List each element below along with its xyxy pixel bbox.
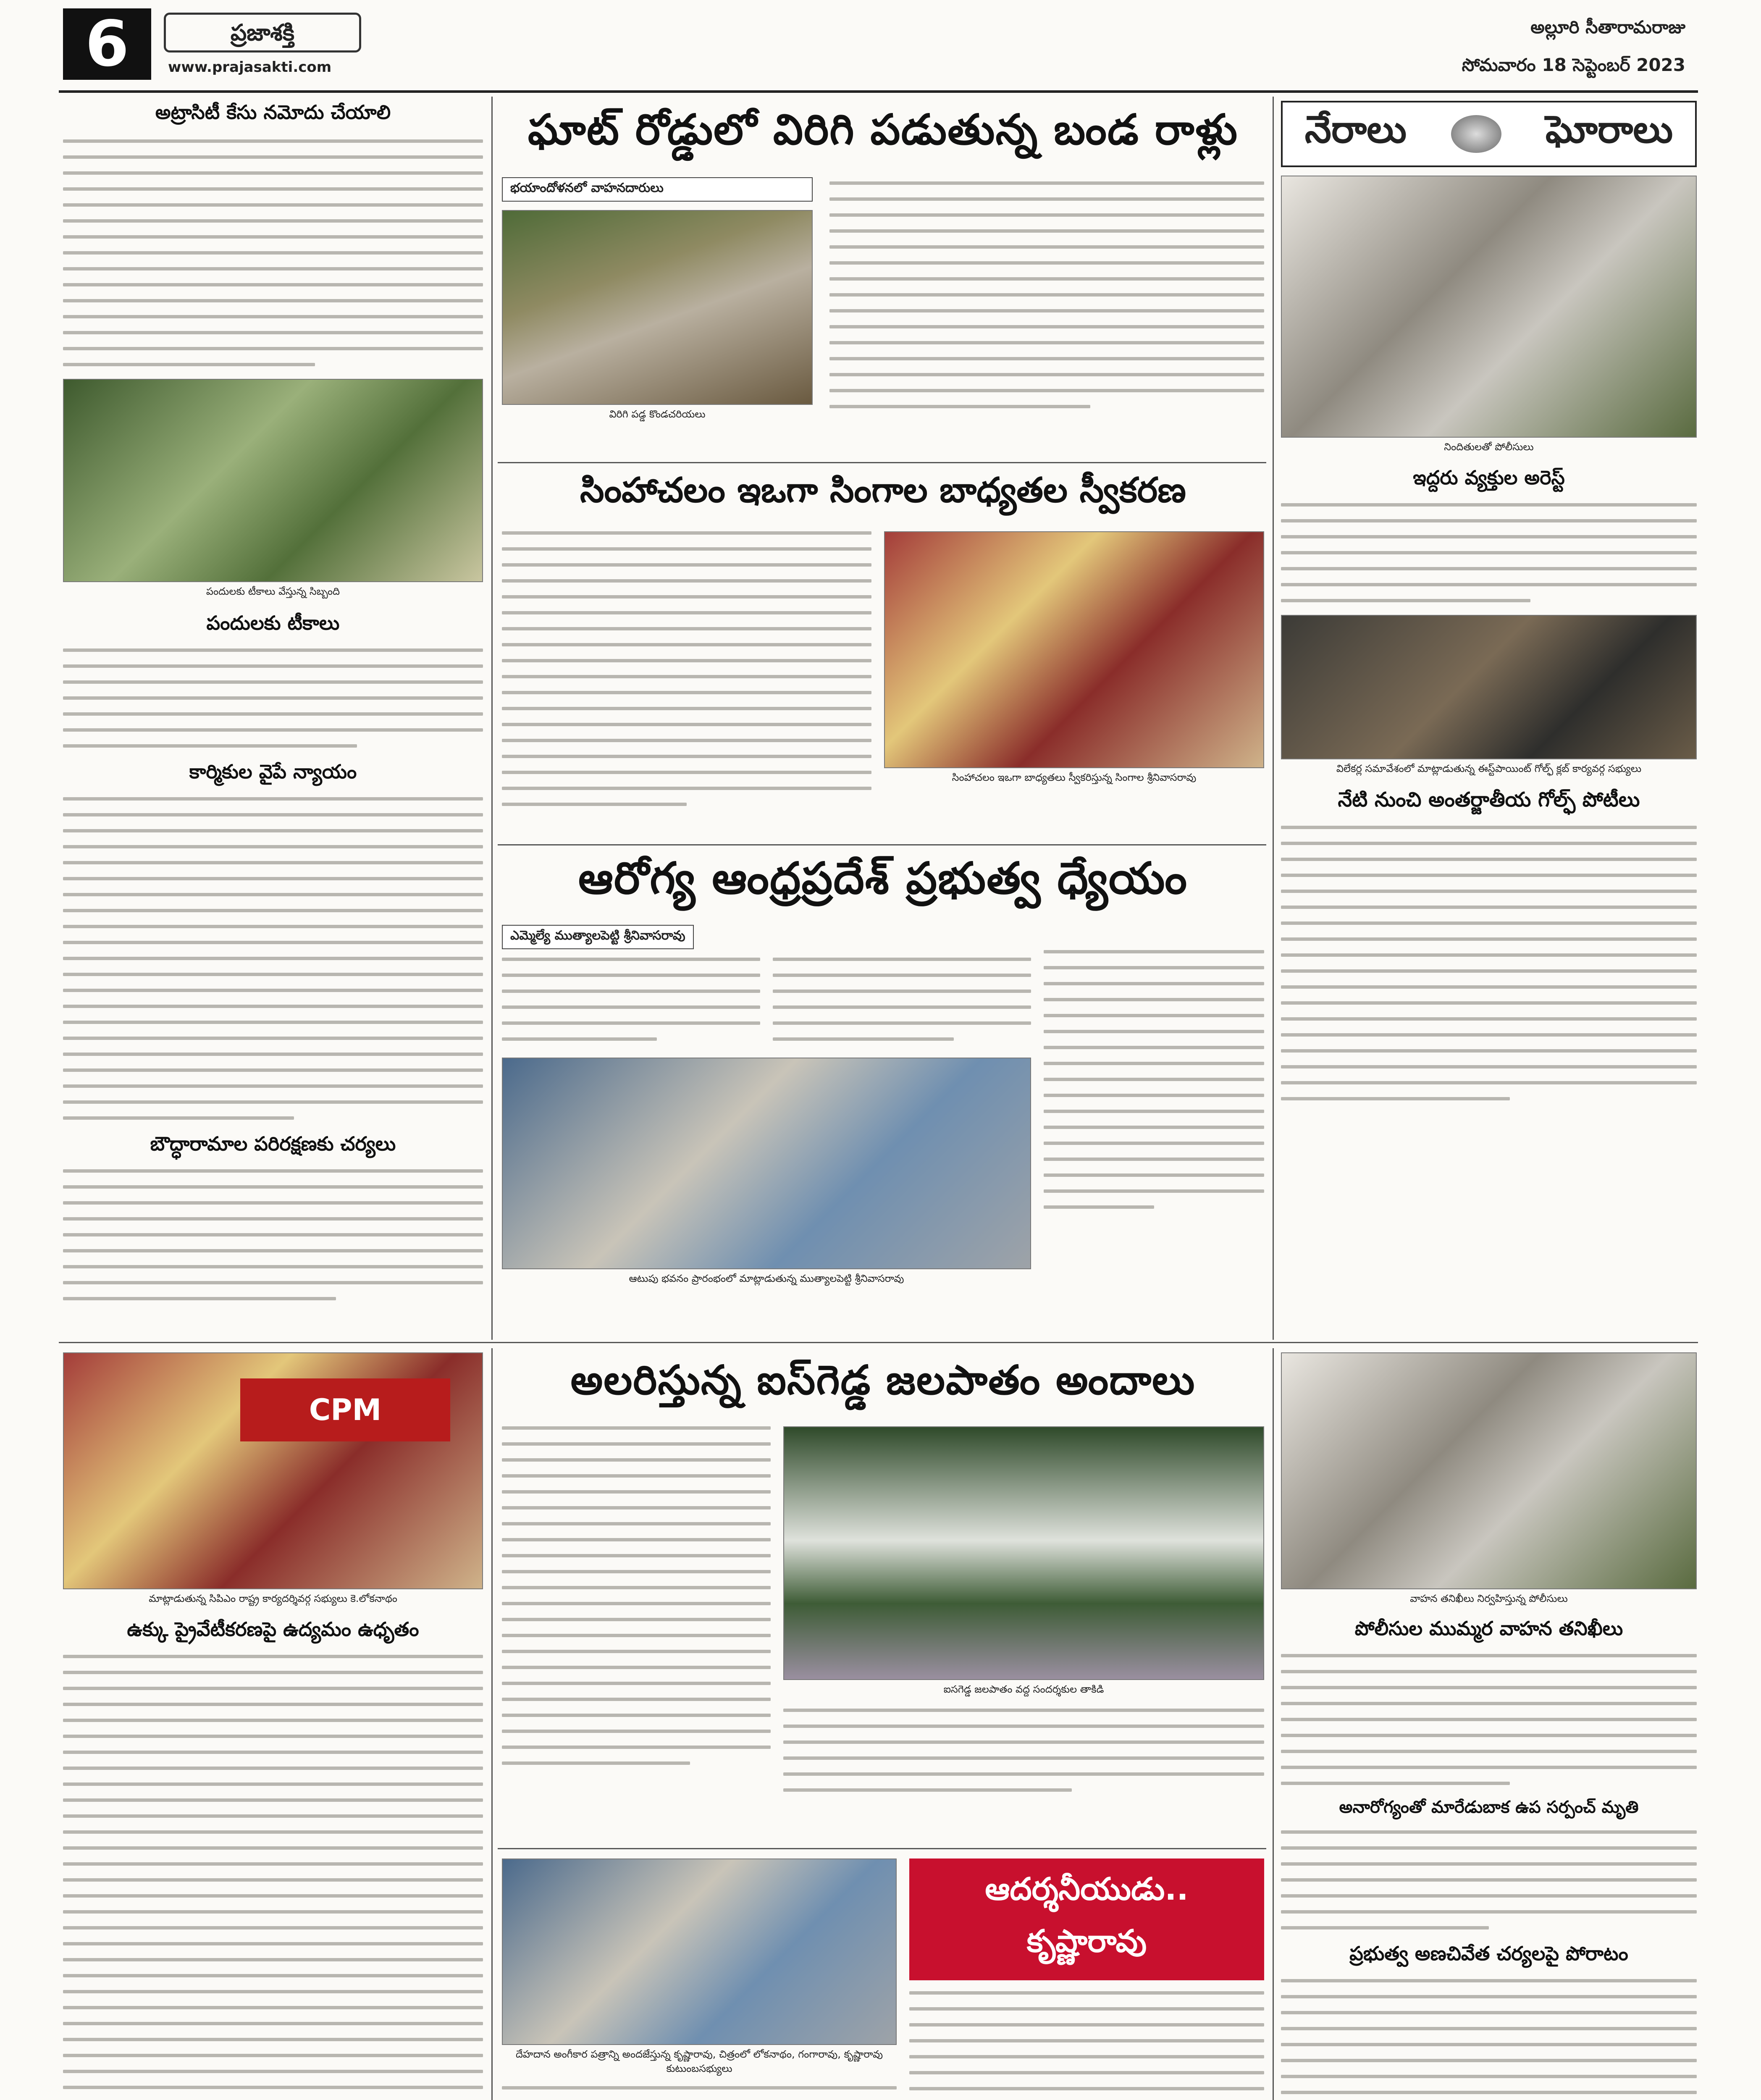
issue-date: సోమవారం 18 సెప్టెంబర్ 2023 xyxy=(1462,55,1685,75)
handcuff-icon xyxy=(1451,115,1501,153)
article-body xyxy=(502,531,871,819)
header-rule xyxy=(59,90,1698,93)
article-headline[interactable]: ఆరోగ్య ఆంధ్రప్రదేశ్ ప్రభుత్వ ధ్యేయం xyxy=(578,853,1188,904)
photo-caption: మాట్లాడుతున్న సిపిఎం రాష్ట్ర కార్యదర్శివర్గ సభ్యులు కె.లోకనాథం xyxy=(149,1593,397,1604)
bottom-left-column xyxy=(63,1352,483,2100)
photo-caption: విరిగి పడ్డ కొండచరియలు xyxy=(609,408,706,420)
ghat-road-article xyxy=(502,105,1264,423)
article-headline[interactable]: అనారోగ్యంతో మారేడుబాక ఉప సర్పంచ్ మృతి xyxy=(1339,1798,1639,1817)
crime-banner xyxy=(1281,101,1697,167)
cpm-meeting-photo xyxy=(63,1352,483,1589)
article-body xyxy=(1281,826,1697,1100)
krishna-rao-article xyxy=(502,1858,1264,2100)
divider xyxy=(491,1348,493,2100)
divider xyxy=(1273,97,1274,1340)
article-headline[interactable]: పోలీసుల ముమ్మర వాహన తనిఖీలు xyxy=(1354,1617,1623,1640)
article-body xyxy=(502,2086,897,2100)
article-headline[interactable]: అట్రాసిటీ కేసు నమోదు చేయాలి xyxy=(155,101,391,123)
article-body xyxy=(1281,1830,1697,1929)
vehicle-check-photo xyxy=(1281,1352,1697,1589)
photo-caption: విలేకర్ల సమావేశంలో మాట్లాడుతున్న ఈస్ట్‌పాయింట్ గోల్ఫ్ క్లబ్ కార్యవర్గ సభ్యులు xyxy=(1336,763,1642,774)
article-body xyxy=(63,797,483,1120)
divider xyxy=(491,97,493,1340)
article-headline[interactable]: అలరిస్తున్న ఐస్‌గెడ్డ జలపాతం అందాలు xyxy=(570,1357,1196,1404)
cpm-banner: CPM xyxy=(240,1378,450,1441)
photo-caption: పందులకు టీకాలు వేస్తున్న సిబ్బంది xyxy=(206,585,340,597)
waterfall-article xyxy=(502,1357,1264,1804)
landslide-photo xyxy=(502,210,813,405)
article-body xyxy=(63,1655,483,2100)
body-donation-photo xyxy=(502,1858,897,2045)
article-headline[interactable]: సింహాచలం ఇఒగా సింగాల బాధ్యతల స్వీకరణ xyxy=(580,470,1186,510)
article-body xyxy=(783,1709,1264,1792)
divider xyxy=(498,844,1266,845)
photo-caption: దేహదాన అంగీకార పత్రాన్ని అందజేస్తున్న కృష్ణారావు, చిత్రంలో లోకనాథం, గంగారావు, కృష్ణారావు కుటుంబసభ్యులు xyxy=(515,2048,883,2074)
article-body xyxy=(909,1991,1264,2100)
photo-caption: ఆటుపు భవనం ప్రారంభంలో మాట్లాడుతున్న ముత్యాలపెట్టి శ్రీనివాసరావు xyxy=(629,1273,904,1284)
article-body xyxy=(502,1426,771,1804)
divider xyxy=(498,462,1266,463)
divider xyxy=(1273,1348,1274,2100)
pig-vaccination-photo xyxy=(63,379,483,582)
article-headline[interactable]: ఉక్కు ప్రైవేటీకరణపై ఉద్యమం ఉధృతం xyxy=(127,1618,419,1641)
headline-line-2: కృష్ణారావు xyxy=(1026,1923,1147,1959)
article-headline[interactable]: పందులకు టీకాలు xyxy=(206,612,340,634)
article-headline[interactable]: నేటి నుంచి అంతర్జాతీయ గోల్ఫ్ పోటీలు xyxy=(1338,788,1640,811)
article-body xyxy=(63,648,483,748)
right-column xyxy=(1281,101,1697,1113)
waterfall-photo xyxy=(783,1426,1264,1680)
article-headline[interactable]: ప్రభుత్వ అణచివేత చర్యలపై పోరాటం xyxy=(1349,1942,1628,1965)
article-body xyxy=(773,958,1031,1053)
accused-with-police-photo xyxy=(1281,176,1697,438)
article-headline[interactable]: ఇద్దరు వ్యక్తుల అరెస్ట్ xyxy=(1413,466,1565,489)
ceremony-photo xyxy=(884,531,1264,768)
article-body xyxy=(1281,1979,1697,2100)
photo-caption: నిందితులతో పోలీసులు xyxy=(1444,441,1534,453)
photo-caption: సింహాచలం ఇఒగా బాధ్యతలు స్వీకరిస్తున్న సింగాల శ్రీనివాసరావు xyxy=(952,772,1197,783)
divider xyxy=(59,1342,1698,1343)
article-body xyxy=(63,139,483,366)
article-body xyxy=(63,1169,483,1300)
photo-caption: ఐసగెడ్డ జలపాతం వద్ద సందర్శకుల తాకిడి xyxy=(943,1683,1104,1695)
banner-left: నేరాలు xyxy=(1304,107,1407,152)
page-number: 6 xyxy=(63,8,151,80)
article-body xyxy=(502,958,760,1053)
article-headline[interactable]: కార్మికుల వైపే న్యాయం xyxy=(189,760,357,783)
bottom-right-column xyxy=(1281,1352,1697,2100)
article-headline[interactable]: ఘాట్ రోడ్డులో విరిగి పడుతున్న బండ రాళ్లు xyxy=(528,105,1239,154)
headline-line-1: ఆదర్శనీయుడు.. xyxy=(985,1871,1189,1907)
inauguration-photo xyxy=(502,1058,1031,1269)
article-headline[interactable]: బౌద్ధారామాల పరిరక్షణకు చర్యలు xyxy=(150,1132,396,1155)
health-article xyxy=(502,853,1264,1287)
website-url[interactable]: www.prajasakti.com xyxy=(168,59,332,76)
masthead-logo: ప్రజాశక్తి xyxy=(164,13,361,52)
article-body xyxy=(829,181,1264,423)
article-body xyxy=(1281,1654,1697,1785)
article-body xyxy=(1044,950,1264,1287)
article-tag: ఎమ్మెల్యే ముత్యాలపెట్టి శ్రీనివాసరావు xyxy=(502,925,694,949)
photo-caption: వాహన తనిఖీలు నిర్వహిస్తున్న పోలీసులు xyxy=(1410,1593,1568,1604)
simhachalam-article xyxy=(502,470,1264,819)
article-body xyxy=(1281,503,1697,602)
headline-box xyxy=(909,1858,1264,1980)
district-name: అల్లూరి సీతారామరాజు xyxy=(1530,17,1685,37)
article-tag: భయాందోళనలో వాహనదారులు xyxy=(502,177,813,202)
banner-right: ఘోరాలు xyxy=(1545,107,1673,152)
left-column xyxy=(63,101,483,1313)
divider xyxy=(498,1848,1266,1849)
golf-press-meet-photo xyxy=(1281,615,1697,759)
